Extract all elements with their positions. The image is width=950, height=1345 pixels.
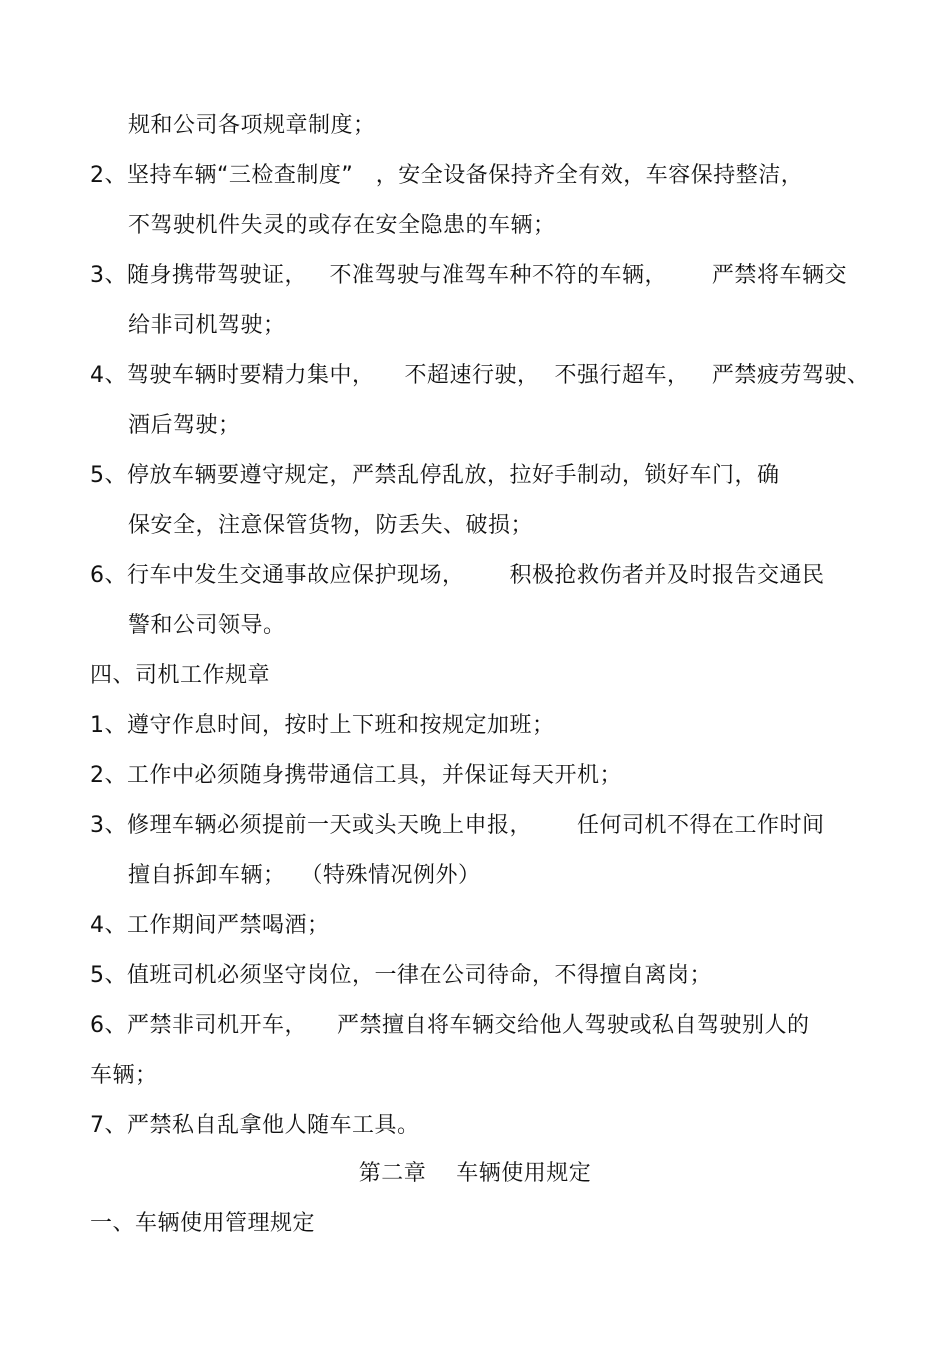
- list-item-3: 3、随身携带驾驶证， 不准驾驶与准驾车种不符的车辆， 严禁将车辆交: [90, 263, 847, 288]
- list-item-4: 4、驾驶车辆时要精力集中， 不超速行驶， 不强行超车， 严禁疲劳驾驶、: [90, 363, 870, 388]
- text-line: 车辆；: [90, 1063, 158, 1088]
- list-item-2: 2、工作中必须随身携带通信工具，并保证每天开机；: [90, 763, 622, 788]
- section-heading: 一、车辆使用管理规定: [90, 1211, 316, 1236]
- text-line: 不驾驶机件失灵的或存在安全隐患的车辆；: [128, 213, 556, 238]
- list-item-2: 2、坚持车辆“三检查制度” ，安全设备保持齐全有效，车容保持整洁，: [90, 163, 804, 188]
- list-item-3: 3、修理车辆必须提前一天或头天晚上申报， 任何司机不得在工作时间: [90, 813, 825, 838]
- text-line: 规和公司各项规章制度；: [128, 113, 376, 138]
- list-item-7: 7、严禁私自乱拿他人随车工具。: [90, 1113, 420, 1138]
- list-item-4: 4、工作期间严禁喝酒；: [90, 913, 330, 938]
- list-item-5: 5、停放车辆要遵守规定，严禁乱停乱放，拉好手制动，锁好车门，确: [90, 463, 780, 488]
- list-item-6: 6、严禁非司机开车， 严禁擅自将车辆交给他人驾驶或私自驾驶别人的: [90, 1013, 810, 1038]
- chapter-title: 第二章 车辆使用规定: [358, 1161, 592, 1186]
- text-line: 保安全，注意保管货物，防丢失、破损；: [128, 513, 534, 538]
- text-line: 警和公司领导。: [128, 613, 286, 638]
- text-line: 酒后驾驶；: [128, 413, 241, 438]
- text-line: 给非司机驾驶；: [128, 313, 286, 338]
- list-item-1: 1、遵守作息时间，按时上下班和按规定加班；: [90, 713, 555, 738]
- list-item-6: 6、行车中发生交通事故应保护现场， 积极抢救伤者并及时报告交通民: [90, 563, 825, 588]
- section-heading: 四、司机工作规章: [90, 663, 271, 688]
- list-item-5: 5、值班司机必须坚守岗位，一律在公司待命，不得擅自离岗；: [90, 963, 712, 988]
- text-line: 擅自拆卸车辆； （特殊情况例外）: [128, 863, 481, 888]
